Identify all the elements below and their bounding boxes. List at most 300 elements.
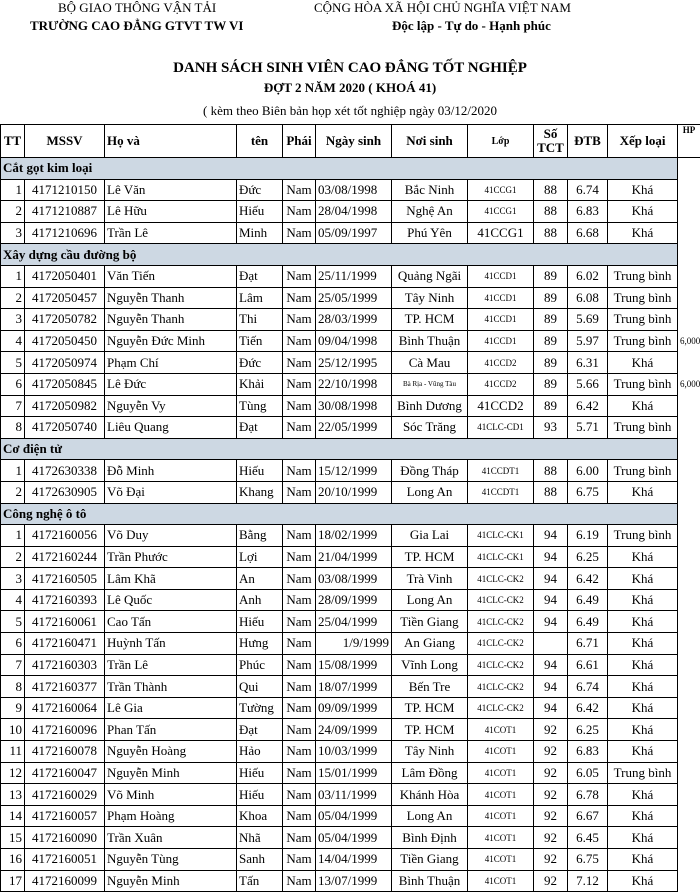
cell-dtb: 6.71 xyxy=(568,633,608,655)
cell-phai: Nam xyxy=(283,481,316,503)
group-hp-empty xyxy=(678,438,700,460)
cell-phai: Nam xyxy=(283,676,316,698)
cell-ngay-sinh: 13/07/1999 xyxy=(316,870,392,892)
cell-lop: 41CCG1 xyxy=(468,222,534,244)
cell-xep-loai: Khá xyxy=(608,827,678,849)
cell-ngay-sinh: 03/08/1999 xyxy=(316,568,392,590)
cell-mssv: 4172160393 xyxy=(25,589,105,611)
col-header-mssv: MSSV xyxy=(25,125,105,158)
table-row xyxy=(1,417,700,439)
cell-mssv: 4172160471 xyxy=(25,633,105,655)
cell-so-tct: 94 xyxy=(534,546,568,568)
cell-hp xyxy=(678,546,700,568)
cell-hp xyxy=(678,654,700,676)
col-header-lop: Lớp xyxy=(468,125,534,158)
cell-so-tct: 88 xyxy=(534,460,568,482)
table-row xyxy=(1,805,700,827)
table-row xyxy=(1,611,700,633)
col-header-so-tct: Số TCT xyxy=(534,125,568,158)
cell-ngay-sinh: 25/12/1995 xyxy=(316,352,392,374)
cell-phai: Nam xyxy=(283,265,316,287)
cell-hp xyxy=(678,741,700,763)
cell-phai: Nam xyxy=(283,805,316,827)
cell-xep-loai: Khá xyxy=(608,633,678,655)
cell-tt: 1 xyxy=(1,525,25,547)
cell-xep-loai: Khá xyxy=(608,568,678,590)
col-header-xep-loai: Xếp loại xyxy=(608,125,678,158)
cell-so-tct: 94 xyxy=(534,676,568,698)
cell-mssv: 4172160377 xyxy=(25,676,105,698)
cell-hp xyxy=(678,827,700,849)
cell-noi-sinh: Phú Yên xyxy=(392,222,468,244)
cell-dtb: 6.00 xyxy=(568,460,608,482)
cell-ngay-sinh: 09/04/1998 xyxy=(316,330,392,352)
cell-ho-va: Lâm Khã xyxy=(105,568,237,590)
cell-mssv: 4172160051 xyxy=(25,849,105,871)
cell-mssv: 4172160099 xyxy=(25,870,105,892)
cell-ten: Lâm xyxy=(237,287,283,309)
cell-tt: 6 xyxy=(1,633,25,655)
cell-xep-loai: Khá xyxy=(608,179,678,201)
cell-tt: 14 xyxy=(1,805,25,827)
cell-so-tct: 89 xyxy=(534,309,568,331)
table-row xyxy=(1,654,700,676)
cell-xep-loai: Trung bình xyxy=(608,330,678,352)
cell-ho-va: Nguyễn Thanh xyxy=(105,309,237,331)
table-row xyxy=(1,352,700,374)
cell-ten: Minh xyxy=(237,222,283,244)
cell-phai: Nam xyxy=(283,654,316,676)
table-row xyxy=(1,741,700,763)
cell-xep-loai: Trung bình xyxy=(608,417,678,439)
cell-noi-sinh: Vĩnh Long xyxy=(392,654,468,676)
cell-lop: 41CCD1 xyxy=(468,265,534,287)
table-body xyxy=(1,158,700,892)
cell-lop: 41COT1 xyxy=(468,805,534,827)
cell-mssv: 4172050982 xyxy=(25,395,105,417)
table-row xyxy=(1,849,700,871)
cell-hp xyxy=(678,395,700,417)
cell-mssv: 4172050845 xyxy=(25,373,105,395)
cell-noi-sinh: Bình Thuận xyxy=(392,330,468,352)
cell-tt: 7 xyxy=(1,654,25,676)
cell-noi-sinh: TP. HCM xyxy=(392,309,468,331)
cell-ten: Thi xyxy=(237,309,283,331)
cell-ngay-sinh: 28/03/1999 xyxy=(316,309,392,331)
cell-ho-va: Trần Thành xyxy=(105,676,237,698)
cell-hp xyxy=(678,417,700,439)
cell-lop: 41CCD1 xyxy=(468,309,534,331)
cell-mssv: 4172160064 xyxy=(25,697,105,719)
cell-hp xyxy=(678,352,700,374)
col-header-ho-va: Họ và xyxy=(105,125,237,158)
table-row xyxy=(1,697,700,719)
cell-ten: Nhã xyxy=(237,827,283,849)
cell-dtb: 6.75 xyxy=(568,849,608,871)
cell-xep-loai: Khá xyxy=(608,676,678,698)
cell-phai: Nam xyxy=(283,373,316,395)
cell-dtb: 6.45 xyxy=(568,827,608,849)
cell-noi-sinh: TP. HCM xyxy=(392,719,468,741)
document-note: ( kèm theo Biên bản họp xét tốt nghiệp ngày 03/12/2020 xyxy=(0,103,700,119)
cell-lop: 41COT1 xyxy=(468,849,534,871)
table-row xyxy=(1,481,700,503)
cell-hp xyxy=(678,697,700,719)
cell-phai: Nam xyxy=(283,525,316,547)
cell-ho-va: Nguyễn Đức Minh xyxy=(105,330,237,352)
cell-xep-loai: Khá xyxy=(608,611,678,633)
table-row xyxy=(1,762,700,784)
cell-tt: 8 xyxy=(1,676,25,698)
cell-xep-loai: Khá xyxy=(608,805,678,827)
cell-ngay-sinh: 03/08/1998 xyxy=(316,179,392,201)
cell-lop: 41COT1 xyxy=(468,784,534,806)
cell-dtb: 6.49 xyxy=(568,589,608,611)
cell-noi-sinh: Bình Thuận xyxy=(392,870,468,892)
cell-xep-loai: Trung bình xyxy=(608,373,678,395)
cell-tt: 16 xyxy=(1,849,25,871)
cell-ngay-sinh: 28/09/1999 xyxy=(316,589,392,611)
cell-phai: Nam xyxy=(283,633,316,655)
cell-hp xyxy=(678,309,700,331)
cell-ngay-sinh: 09/09/1999 xyxy=(316,697,392,719)
cell-mssv: 4172160057 xyxy=(25,805,105,827)
cell-mssv: 4172160056 xyxy=(25,525,105,547)
cell-dtb: 6.42 xyxy=(568,568,608,590)
cell-dtb: 5.69 xyxy=(568,309,608,331)
table-row xyxy=(1,568,700,590)
cell-lop: 41CCD1 xyxy=(468,287,534,309)
cell-ho-va: Nguyễn Minh xyxy=(105,762,237,784)
cell-dtb: 6.74 xyxy=(568,179,608,201)
cell-ho-va: Phạm Hoàng xyxy=(105,805,237,827)
cell-hp xyxy=(678,265,700,287)
cell-noi-sinh: Khánh Hòa xyxy=(392,784,468,806)
cell-hp xyxy=(678,719,700,741)
cell-ho-va: Phạm Chí xyxy=(105,352,237,374)
group-header-row xyxy=(1,503,700,525)
cell-noi-sinh: TP. HCM xyxy=(392,546,468,568)
cell-xep-loai: Khá xyxy=(608,654,678,676)
cell-hp xyxy=(678,568,700,590)
cell-lop: 41CLC-CK1 xyxy=(468,525,534,547)
cell-mssv: 4172050401 xyxy=(25,265,105,287)
col-header-noi-sinh: Nơi sinh xyxy=(392,125,468,158)
cell-tt: 3 xyxy=(1,222,25,244)
cell-so-tct: 92 xyxy=(534,870,568,892)
cell-mssv: 4172160029 xyxy=(25,784,105,806)
cell-hp xyxy=(678,784,700,806)
group-hp-empty xyxy=(678,503,700,525)
cell-lop: 41CLC-CK2 xyxy=(468,633,534,655)
cell-ho-va: Võ Minh xyxy=(105,784,237,806)
cell-so-tct xyxy=(534,633,568,655)
cell-dtb: 6.68 xyxy=(568,222,608,244)
cell-phai: Nam xyxy=(283,741,316,763)
cell-noi-sinh: Bến Tre xyxy=(392,676,468,698)
cell-dtb: 6.75 xyxy=(568,481,608,503)
cell-lop: 41CLC-CK2 xyxy=(468,654,534,676)
cell-dtb: 6.83 xyxy=(568,741,608,763)
cell-so-tct: 92 xyxy=(534,805,568,827)
cell-xep-loai: Khá xyxy=(608,741,678,763)
col-header-tt: TT xyxy=(1,125,25,158)
cell-xep-loai: Khá xyxy=(608,481,678,503)
table-row xyxy=(1,395,700,417)
cell-lop: 41CCG1 xyxy=(468,201,534,223)
cell-dtb: 6.25 xyxy=(568,719,608,741)
cell-so-tct: 92 xyxy=(534,719,568,741)
cell-mssv: 4172160096 xyxy=(25,719,105,741)
cell-so-tct: 94 xyxy=(534,568,568,590)
cell-tt: 17 xyxy=(1,870,25,892)
cell-ten: Tiến xyxy=(237,330,283,352)
table-row xyxy=(1,222,700,244)
cell-ten: Đức xyxy=(237,179,283,201)
cell-dtb: 5.97 xyxy=(568,330,608,352)
cell-ho-va: Trần Lê xyxy=(105,654,237,676)
cell-ten: Hiếu xyxy=(237,611,283,633)
cell-phai: Nam xyxy=(283,309,316,331)
cell-ten: Tấn xyxy=(237,870,283,892)
table-row xyxy=(1,201,700,223)
cell-so-tct: 88 xyxy=(534,179,568,201)
cell-hp: 6,000 xyxy=(678,330,700,352)
cell-mssv: 4172160244 xyxy=(25,546,105,568)
cell-noi-sinh: Nghệ An xyxy=(392,201,468,223)
cell-so-tct: 92 xyxy=(534,784,568,806)
cell-ten: Đạt xyxy=(237,719,283,741)
cell-ho-va: Nguyễn Vy xyxy=(105,395,237,417)
cell-ten: Bằng xyxy=(237,525,283,547)
cell-ngay-sinh: 25/11/1999 xyxy=(316,265,392,287)
document-title: DANH SÁCH SINH VIÊN CAO ĐẲNG TỐT NGHIỆP xyxy=(0,60,700,77)
cell-dtb: 6.05 xyxy=(568,762,608,784)
table-row xyxy=(1,546,700,568)
cell-hp xyxy=(678,870,700,892)
cell-mssv: 4172050450 xyxy=(25,330,105,352)
table-row xyxy=(1,719,700,741)
cell-lop: 41CLC-CK1 xyxy=(468,546,534,568)
cell-phai: Nam xyxy=(283,546,316,568)
cell-hp xyxy=(678,611,700,633)
cell-ngay-sinh: 18/07/1999 xyxy=(316,676,392,698)
cell-tt: 1 xyxy=(1,265,25,287)
cell-so-tct: 94 xyxy=(534,611,568,633)
cell-so-tct: 89 xyxy=(534,287,568,309)
cell-lop: 41COT1 xyxy=(468,870,534,892)
cell-ten: Đạt xyxy=(237,417,283,439)
cell-phai: Nam xyxy=(283,352,316,374)
cell-so-tct: 89 xyxy=(534,395,568,417)
cell-ho-va: Nguyễn Tùng xyxy=(105,849,237,871)
national-motto: Độc lập - Tự do - Hạnh phúc xyxy=(392,18,551,34)
cell-ho-va: Nguyễn Hoàng xyxy=(105,741,237,763)
cell-xep-loai: Trung bình xyxy=(608,287,678,309)
cell-xep-loai: Khá xyxy=(608,546,678,568)
cell-dtb: 6.25 xyxy=(568,546,608,568)
cell-so-tct: 88 xyxy=(534,201,568,223)
cell-tt: 1 xyxy=(1,460,25,482)
table-row xyxy=(1,827,700,849)
cell-noi-sinh: Sóc Trăng xyxy=(392,417,468,439)
cell-tt: 12 xyxy=(1,762,25,784)
cell-ngay-sinh: 15/01/1999 xyxy=(316,762,392,784)
cell-noi-sinh: Bình Định xyxy=(392,827,468,849)
cell-ho-va: Văn Tiến xyxy=(105,265,237,287)
col-header-ngay-sinh: Ngày sinh xyxy=(316,125,392,158)
cell-ngay-sinh: 22/10/1998 xyxy=(316,373,392,395)
cell-hp xyxy=(678,222,700,244)
cell-ho-va: Đỗ Minh xyxy=(105,460,237,482)
cell-ten: Tường xyxy=(237,697,283,719)
cell-ten: Hiếu xyxy=(237,460,283,482)
cell-ten: An xyxy=(237,568,283,590)
cell-so-tct: 89 xyxy=(534,373,568,395)
cell-tt: 4 xyxy=(1,330,25,352)
cell-hp xyxy=(678,805,700,827)
cell-dtb: 6.83 xyxy=(568,201,608,223)
cell-ho-va: Trần Phước xyxy=(105,546,237,568)
cell-mssv: 4172160505 xyxy=(25,568,105,590)
cell-phai: Nam xyxy=(283,870,316,892)
cell-dtb: 6.49 xyxy=(568,611,608,633)
cell-ngay-sinh: 25/05/1999 xyxy=(316,287,392,309)
cell-ho-va: Lê Gia xyxy=(105,697,237,719)
cell-phai: Nam xyxy=(283,762,316,784)
cell-so-tct: 94 xyxy=(534,654,568,676)
cell-phai: Nam xyxy=(283,568,316,590)
table-row xyxy=(1,309,700,331)
cell-tt: 5 xyxy=(1,352,25,374)
cell-hp xyxy=(678,762,700,784)
table-row xyxy=(1,460,700,482)
cell-ho-va: Lê Văn xyxy=(105,179,237,201)
cell-hp: 6,000 xyxy=(678,373,700,395)
cell-ngay-sinh: 05/09/1997 xyxy=(316,222,392,244)
cell-hp xyxy=(678,525,700,547)
cell-hp xyxy=(678,849,700,871)
cell-ten: Đức xyxy=(237,352,283,374)
cell-ten: Hiếu xyxy=(237,762,283,784)
cell-tt: 1 xyxy=(1,179,25,201)
cell-mssv: 4172630338 xyxy=(25,460,105,482)
cell-so-tct: 92 xyxy=(534,827,568,849)
cell-noi-sinh: Long An xyxy=(392,805,468,827)
cell-tt: 4 xyxy=(1,589,25,611)
cell-so-tct: 88 xyxy=(534,481,568,503)
cell-noi-sinh: Cà Mau xyxy=(392,352,468,374)
cell-xep-loai: Trung bình xyxy=(608,265,678,287)
cell-tt: 8 xyxy=(1,417,25,439)
cell-dtb: 6.61 xyxy=(568,654,608,676)
group-name: Công nghệ ô tô xyxy=(1,503,678,525)
cell-tt: 2 xyxy=(1,481,25,503)
cell-xep-loai: Khá xyxy=(608,849,678,871)
cell-so-tct: 94 xyxy=(534,589,568,611)
cell-mssv: 4172630905 xyxy=(25,481,105,503)
cell-hp xyxy=(678,287,700,309)
cell-tt: 13 xyxy=(1,784,25,806)
table-row xyxy=(1,179,700,201)
cell-phai: Nam xyxy=(283,827,316,849)
cell-xep-loai: Trung bình xyxy=(608,309,678,331)
cell-ten: Đạt xyxy=(237,265,283,287)
cell-ho-va: Nguyễn Thanh xyxy=(105,287,237,309)
cell-ngay-sinh: 28/04/1998 xyxy=(316,201,392,223)
cell-mssv: 4172160061 xyxy=(25,611,105,633)
cell-mssv: 4171210887 xyxy=(25,201,105,223)
cell-mssv: 4172050740 xyxy=(25,417,105,439)
cell-xep-loai: Khá xyxy=(608,870,678,892)
cell-dtb: 7.12 xyxy=(568,870,608,892)
cell-ten: Phúc xyxy=(237,654,283,676)
cell-lop: 41CLC-CK2 xyxy=(468,697,534,719)
cell-so-tct: 89 xyxy=(534,265,568,287)
cell-ten: Anh xyxy=(237,589,283,611)
cell-noi-sinh: Lâm Đồng xyxy=(392,762,468,784)
cell-ngay-sinh: 30/08/1998 xyxy=(316,395,392,417)
cell-noi-sinh: Long An xyxy=(392,481,468,503)
cell-lop: 41CLC-CK2 xyxy=(468,589,534,611)
cell-xep-loai: Khá xyxy=(608,784,678,806)
cell-dtb: 5.66 xyxy=(568,373,608,395)
cell-ngay-sinh: 24/09/1999 xyxy=(316,719,392,741)
table-row xyxy=(1,265,700,287)
cell-mssv: 4172160078 xyxy=(25,741,105,763)
cell-hp xyxy=(678,633,700,655)
cell-lop: 41CCG1 xyxy=(468,179,534,201)
cell-phai: Nam xyxy=(283,201,316,223)
cell-lop: 41CCDT1 xyxy=(468,460,534,482)
group-header-row xyxy=(1,244,700,266)
cell-ten: Sanh xyxy=(237,849,283,871)
cell-ho-va: Trần Lê xyxy=(105,222,237,244)
cell-xep-loai: Trung bình xyxy=(608,525,678,547)
cell-mssv: 4172050457 xyxy=(25,287,105,309)
document-subtitle: ĐỢT 2 NĂM 2020 ( KHOÁ 41) xyxy=(0,80,700,96)
cell-lop: 41CCDT1 xyxy=(468,481,534,503)
cell-ngay-sinh: 22/05/1999 xyxy=(316,417,392,439)
cell-phai: Nam xyxy=(283,179,316,201)
cell-hp xyxy=(678,460,700,482)
cell-tt: 6 xyxy=(1,373,25,395)
cell-so-tct: 89 xyxy=(534,352,568,374)
cell-so-tct: 89 xyxy=(534,330,568,352)
cell-ho-va: Nguyễn Minh xyxy=(105,870,237,892)
cell-ngay-sinh: 18/02/1999 xyxy=(316,525,392,547)
cell-dtb: 5.71 xyxy=(568,417,608,439)
group-header-row xyxy=(1,158,700,180)
cell-dtb: 6.74 xyxy=(568,676,608,698)
cell-xep-loai: Khá xyxy=(608,395,678,417)
cell-phai: Nam xyxy=(283,697,316,719)
cell-lop: 41CLC-CK2 xyxy=(468,676,534,698)
col-header-dtb: ĐTB xyxy=(568,125,608,158)
cell-hp xyxy=(678,481,700,503)
cell-ho-va: Võ Đại xyxy=(105,481,237,503)
cell-ngay-sinh: 05/04/1999 xyxy=(316,805,392,827)
cell-hp xyxy=(678,179,700,201)
cell-lop: 41CLC-CD1 xyxy=(468,417,534,439)
cell-so-tct: 94 xyxy=(534,697,568,719)
group-hp-empty xyxy=(678,158,700,180)
cell-phai: Nam xyxy=(283,395,316,417)
graduates-table xyxy=(0,124,700,892)
cell-ten: Khang xyxy=(237,481,283,503)
cell-tt: 5 xyxy=(1,611,25,633)
cell-so-tct: 92 xyxy=(534,849,568,871)
